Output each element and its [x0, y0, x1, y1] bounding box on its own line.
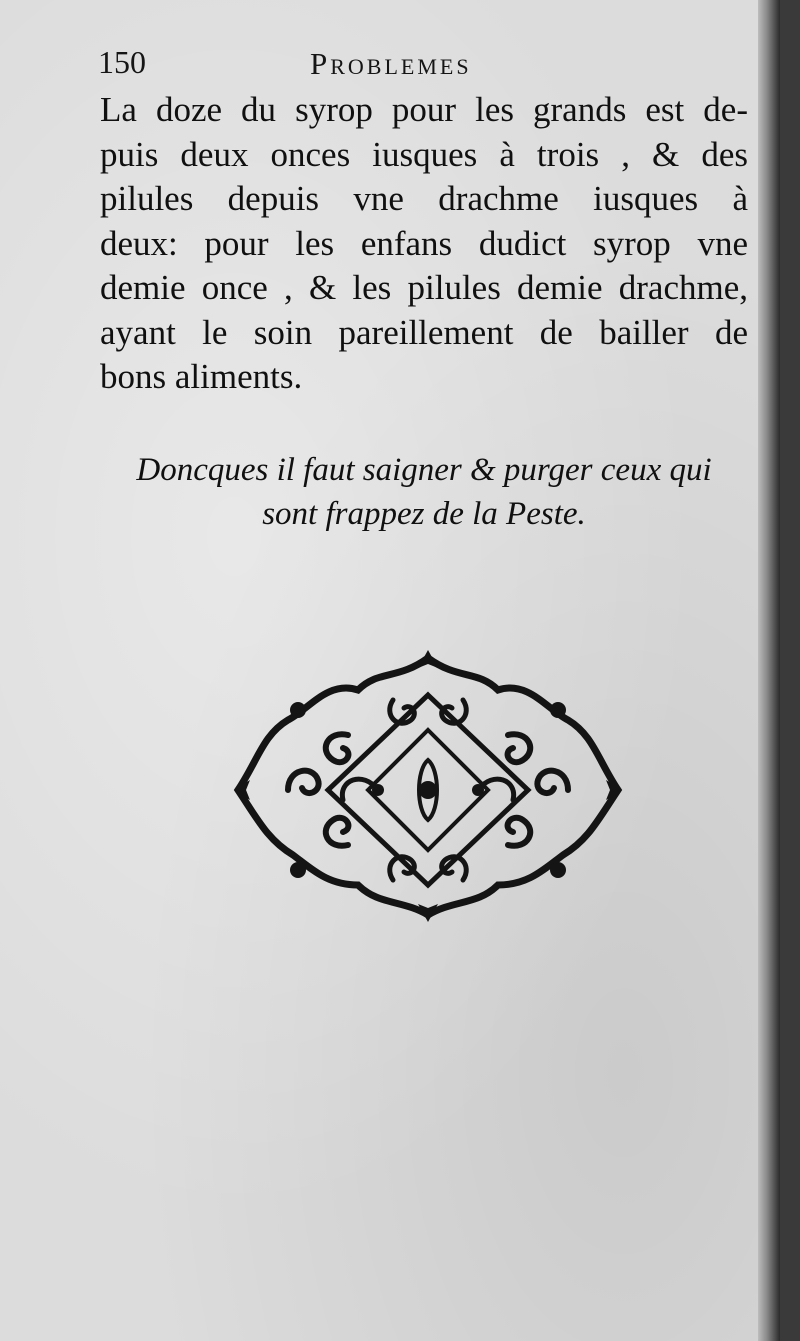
text-line: deux: pour les enfans dudict syrop vne [100, 223, 748, 263]
running-head: Problemes [310, 46, 472, 81]
heading-line: Doncques il faut saigner & purger ceux qui [136, 452, 712, 488]
text-line: pilules depuis vne drachme iusques à [100, 179, 748, 218]
page-number: 150 [98, 44, 146, 80]
text-line: ayant le soin pareillement de bailler de [100, 312, 748, 352]
text-line: bons aliments. [100, 357, 303, 396]
text-line: puis deux onces iusques à trois , & des [100, 134, 748, 174]
text-line: demie once , & les pilules demie drachme, [100, 268, 748, 307]
page-edge-shadow [758, 0, 780, 1341]
body-paragraph [100, 88, 748, 400]
page-header [98, 44, 758, 90]
section-heading [100, 448, 748, 536]
text-line: La doze du syrop pour les grands est de- [100, 90, 748, 129]
fleuron-ornament-icon [228, 640, 628, 930]
heading-line: sont frappez de la Peste. [262, 496, 586, 532]
